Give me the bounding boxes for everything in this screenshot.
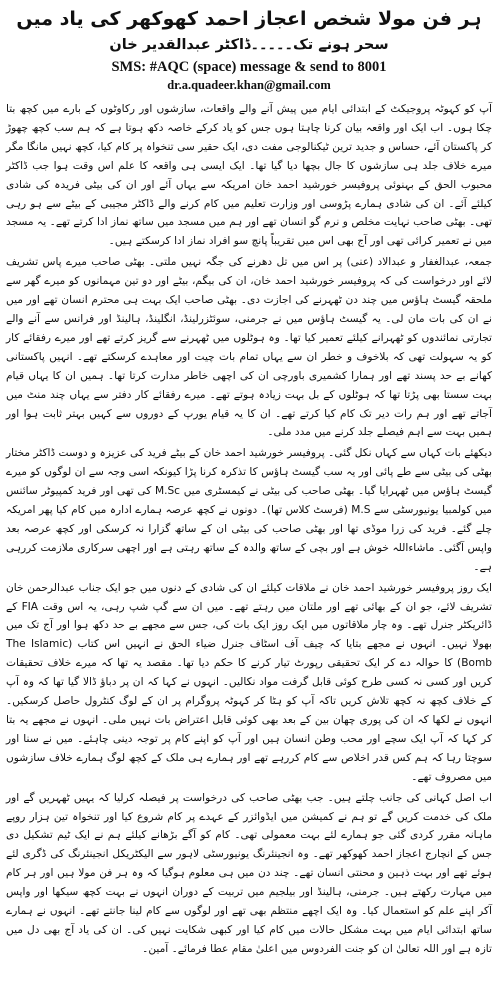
body-paragraph: ایک روز پروفیسر خورشید احمد خان نے ملاقات کیلئے ان کی شادی کے دنوں میں جو ایک جناب عبدالرحمن خان تشریف لائے، جو ان کے بھائی تھے اور ملتان میں رہتے تھے۔ میں ان سے گپ شپ رہی، یہ اس وقت FIA کے ڈائریکٹر جنرل تھے۔ وہ چار ملاقاتوں میں ایک روز ایک بات کی، جس سے مجھے بے حد دکھ ہوا اور آج تک میں بھولا نہیں۔ انہوں نے مجھے بتایا کہ چیف آف اسٹاف جنرل ضیاء الحق نے انہیں اس کتاب (The Islamic Bomb) کا حوالہ دے کر ایک تحقیقی رپورٹ تیار کرنے کا حکم دیا تھا۔ مقصد یہ تھا کہ میرے خلاف تحقیقات کریں اور کسی نہ کسی طرح کوئی قابل گرفت مواد نکالیں۔ انہوں نے کہا کہ ان پر دباؤ ڈالا گیا تھا کہ وہ آپ کے خلاف کچھ نہ کچھ تلاش کریں تاکہ آپ کو ہٹا کر کہوٹہ پروگرام پر ان کے لوگ کنٹرول حاصل کرسکیں۔ انہوں نے لکھا کہ ان کی پوری چھان بین کے بعد بھی کوئی قابل اعتراض بات نہیں ملی۔ انہوں نے مجھے یہ بتا کر کہا کہ آپ ایک سچے اور محب وطن انسان ہیں اور آپ کو اپنے کام پر توجہ دینی چاہئے۔ میں نے سنا اور سوچتا رہا کہ ہم کس قدر اخلاص سے کام کررہے تھے اور ہمارے ہی ملک کے کچھ لوگ ہمارے خلاف سازشوں میں مصروف تھے۔ xyxy=(6,581,492,783)
body-paragraph: اب اصل کہانی کی جانب چلتے ہیں۔ جب بھٹی صاحب کی درخواست پر فیصلہ کرلیا کہ یہیں ٹھہریں گے اور ملک کی خدمت کریں گے تو ہم نے کمیشن میں ایڈوائزر کے عہدے پر کام شروع کیا اور تنخواہ تین ہزار روپے ماہانہ مقرر کردی گئی جو ہمارے لئے بہت معمولی تھی۔ کام کو آگے بڑھانے کیلئے ہم نے ایک ٹیم تشکیل دی جس کے انچارج اعجاز احمد کھوکھر تھے۔ وہ انجینئرنگ یونیورسٹی لاہور سے الیکٹریکل انجینئرنگ کی ڈگری لئے ہوئے تھے اور بہت ذہین و محنتی انسان تھے۔ چند دن میں ہی معلوم ہوگیا کہ وہ ہر فن مولا ہیں اور ہر کام میں مہارت رکھتے ہیں۔ جرمنی، ہالینڈ اور بیلجیم میں تربیت کے دوران انہوں نے بہت کچھ سیکھا اور واپس آکر اپنے علم کو استعمال کیا۔ وہ ایک اچھے منتظم بھی تھے اور لوگوں سے کام لینا جانتے تھے۔ انہوں نے ہمارے ساتھ ابتدائی ایام میں بہت مشکل حالات میں کام کیا اور کبھی شکایت نہیں کی۔ ان کی یاد آج بھی دل میں تازہ ہے اور اللہ تعالیٰ ان کو جنت الفردوس میں اعلیٰ مقام عطا فرمائے۔ آمین۔ xyxy=(6,791,492,955)
column-body xyxy=(6,100,492,959)
body-paragraph: جمعہ، عبدالغفار و عبدالاد (عنی) پر اس میں تل دھرنے کی جگہ نہیں ملتی۔ بھٹی صاحب میرے پاس تشریف لائے اور درخواست کی کہ پروفیسر خورشید احمد خان، ان کی بیگم، بیٹے اور دو تین مہمانوں کو میرے گھر سے ملحقہ گیسٹ ہاؤس میں چند دن ٹھہرنے کی اجازت دی۔ بھٹی صاحب ایک بہت ہی محترم انسان تھے اور میں نے ان کی بات مان لی۔ یہ گیسٹ ہاؤس میں نے جرمنی، سوئٹزرلینڈ، انگلینڈ، ہالینڈ اور فرانس سے آنے والے تجارتی نمائندوں کو ٹھہرانے کیلئے تعمیر کیا تھا۔ وہ ہوٹلوں میں ٹھہرنے سے گریز کرتے تھے اور میرے رفقائے کار کو یہ سہولت تھی کہ بلاخوف و خطر ان سے یہاں تمام بات چیت اور معاہدے کرسکتے تھے۔ انہیں پاکستانی کھانے بے حد پسند تھے اور ہمارا کشمیری باورچی ان کی اچھی خاطر مدارت کرتا تھا۔ ہمیں ان کا یہاں قیام بہت سستا بھی پڑتا تھا کہ ہوٹلوں کے بل بہت زیادہ ہوتے تھے۔ میرے رفقائے کار دفتر سے یہاں چند منٹ میں آجاتے تھے اور ہم رات دیر تک کام کیا کرتے تھے۔ ان کا یہ قیام یورپ کے دوروں سے کہیں بہتر ثابت ہوا اور ہمیں بہت سے اہم فیصلے جلد کرنے میں مدد ملی۔ xyxy=(6,256,492,439)
sms-instruction: SMS: #AQC (space) message & send to 8001 xyxy=(111,59,387,75)
column-header xyxy=(6,6,492,94)
body-paragraph: دیکھئے بات کہاں سے کہاں نکل گئی۔ پروفیسر خورشید احمد خان کے بیٹے فرید کی عزیزہ و دوست ڈاکٹر مختار بھٹی کی بیٹی سے طے پائی اور یہ سب گیسٹ ہاؤس کا تذکرہ کرنا پڑا کیونکہ اسی وجہ سے ان لوگوں کو میرے گیسٹ ہاؤس میں ٹھہرایا گیا۔ بھٹی صاحب کی بیٹی نے کیمسٹری میں M.Sc کی تھی اور فرید کمپیوٹر سائنس میں کولمبیا یونیورسٹی سے M.S (فرسٹ کلاس تھا)۔ دونوں نے کچھ عرصہ ہمارے ادارہ میں کام کیا پھر امریکہ چلے گئے۔ فرید کی زرا موڈی تھا اور بھٹی صاحب کی بیٹی ان کے ساتھ گزارا نہ کرسکی اور کچھ عرصہ بعد واپس آگئی۔ ماشاءاللہ خوش ہے اور بچی کے ساتھ والدہ کے ساتھ رہتی ہے اور اچھی سرکاری ملازمت کررہی ہے۔ xyxy=(6,447,492,573)
column-title: ہر فن مولا شخص اعجاز احمد کھوکھر کی یاد میں xyxy=(16,8,482,30)
column-byline: سحر ہونے تک۔۔۔۔۔ڈاکٹر عبدالقدیر خان xyxy=(109,37,389,53)
author-email: dr.a.quadeer.khan@gmail.com xyxy=(167,78,331,92)
body-paragraph: آپ کو کہوٹہ پروجیکٹ کے ابتدائی ایام میں پیش آنے والے واقعات، سازشوں اور رکاوٹوں کے بارے میں کچھ بتا چکا ہوں۔ اب ایک اور واقعہ بیان کرنا چاہتا ہوں جس کو یاد کرکے خاصہ دکھ ہوتا ہے کہ ہم سب کچھ چھوڑ کر پاکستان آئے، حساس و جدید ترین ٹیکنالوجی مفت دی، ایک حقیر سی تنخواہ پر کام کیا، کچھ نہیں مانگا مگر میرے خلاف جلد ہی سازشوں کا جال بچھا دیا گیا تھا۔ ایک ایسی ہی واقعہ کا علم اس وقت ہوا جب ڈاکٹر محبوب الحق کے بہنوئی پروفیسر خورشید احمد خان امریکہ سے یہاں آئے اور ان کی بیٹی فریدہ کی شادی کیلئے آئے۔ ان کی شادی ہمارے پڑوسی اور وزارت تعلیم میں کام کرنے والے ڈاکٹر مجیبی کے بیٹے سے ہو رہی تھی۔ بھٹی صاحب نہایت مخلص و نرم گو انسان تھے اور ہم میں مسجد میں ساتھ نماز ادا کرتے تھے۔ یہ مسجد میں نے تعمیر کرائی تھی اور آج بھی اس میں تقریباً پانچ سو افراد نماز ادا کرسکتے ہیں۔ xyxy=(6,103,492,248)
